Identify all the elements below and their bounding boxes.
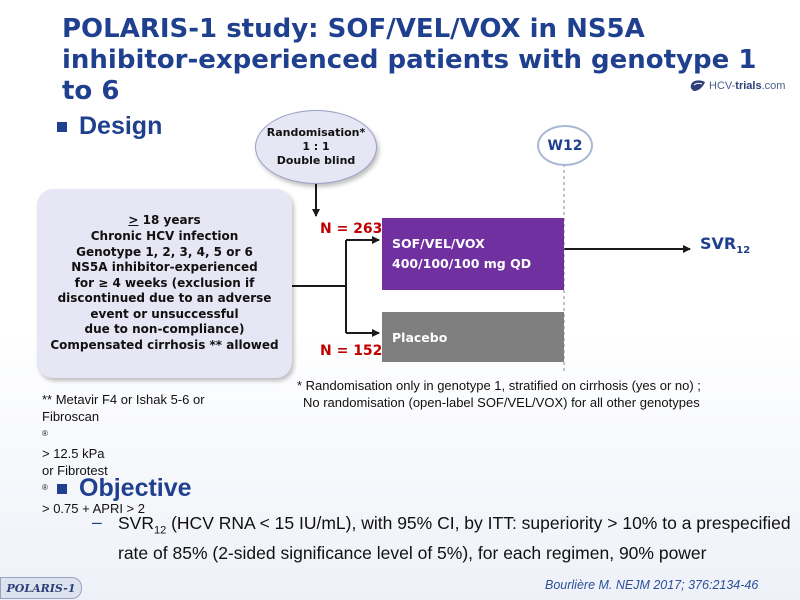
registered-mark: ®: [42, 483, 48, 493]
square-bullet-icon: [57, 484, 67, 494]
n-label-active: N = 263: [320, 221, 383, 237]
criteria-age: [128, 213, 200, 229]
fibroscan-threshold: > 12.5 kPa: [42, 446, 105, 462]
design-heading-text: Design: [79, 112, 163, 140]
criteria-line: Chronic HCV infection: [90, 228, 239, 243]
randomisation-line-1: Randomisation*: [266, 126, 366, 139]
fibrotest-label: or Fibrotest: [42, 463, 108, 479]
objective-text: [118, 512, 800, 564]
criteria-line: Genotype 1, 2, 3, 4, 5 or 6: [76, 244, 253, 259]
arm-active-line-2: 400/100/100 mg QD: [392, 256, 532, 271]
criteria-line: Compensated cirrhosis ** allowed: [50, 338, 279, 353]
dash-bullet-icon: –: [92, 512, 102, 532]
svr12-outcome: [700, 234, 750, 256]
study-tag: POLARIS-1: [0, 577, 82, 599]
randomisation-footnote: [297, 377, 787, 411]
criteria-line: due to non-compliance): [84, 322, 245, 337]
definition-line-2: [42, 408, 282, 462]
arm-sof-vel-vox: [382, 218, 564, 290]
title-line-2: inhibitor-experienced patients with genotype 1 to 6: [62, 45, 757, 106]
criteria-line: NS5A inhibitor-experienced: [71, 260, 258, 275]
definition-line-1: ** Metavir F4 or Ishak 5-6 or: [42, 392, 205, 407]
logo-brand: trials: [735, 80, 762, 92]
arm-placebo-label: Placebo: [392, 329, 448, 345]
arm-placebo: [382, 312, 564, 362]
n-label-placebo: N = 152: [320, 343, 383, 359]
randomisation-line-3: Double blind: [276, 154, 356, 167]
citation: Bourlière M. NEJM 2017; 376:2134-46: [545, 578, 759, 592]
title-line-1: POLARIS-1 study: SOF/VEL/VOX in NS5A: [62, 14, 645, 44]
footnote-line-1: * Randomisation only in genotype 1, stratified on cirrhosis (yes or no) ;: [297, 378, 701, 393]
objective-svr-subscript: 12: [153, 524, 167, 537]
objective-heading: [57, 474, 192, 503]
inclusion-criteria-box: [37, 189, 292, 378]
criteria-line: for ≥ 4 weeks (exclusion if: [74, 275, 255, 290]
objective-heading-text: Objective: [79, 474, 192, 502]
randomisation-bubble: [255, 110, 377, 184]
footnote-line-2: No randomisation (open-label SOF/VEL/VOX) for all other genotypes: [303, 395, 700, 410]
svr-text: SVR: [700, 234, 737, 253]
logo-prefix: HCV-: [709, 80, 736, 92]
randomisation-line-2: 1 : 1: [302, 140, 330, 153]
arm-active-line-1: SOF/VEL/VOX: [392, 236, 485, 251]
criteria-line: event or unsuccessful: [90, 306, 239, 321]
svr-subscript: 12: [736, 245, 751, 257]
logo-suffix: .com: [761, 80, 786, 92]
registered-mark: ®: [42, 429, 48, 438]
week-12-marker: W12: [537, 125, 593, 166]
fibrotest-threshold: > 0.75 + APRI > 2: [42, 500, 145, 516]
objective-body: (HCV RNA < 15 IU/mL), with 95% CI, by ITT: superiority > 10% to a prespecified rate of 85% (2-sided significance level of 5%), for each regimen, 90% power: [118, 513, 791, 563]
objective-svr: SVR: [118, 513, 154, 533]
criteria-age-symbol: >: [128, 213, 139, 228]
fibroscan-label: Fibroscan: [42, 409, 100, 424]
criteria-line: discontinued due to an adverse: [57, 291, 272, 306]
criteria-age-text: 18 years: [138, 213, 201, 228]
